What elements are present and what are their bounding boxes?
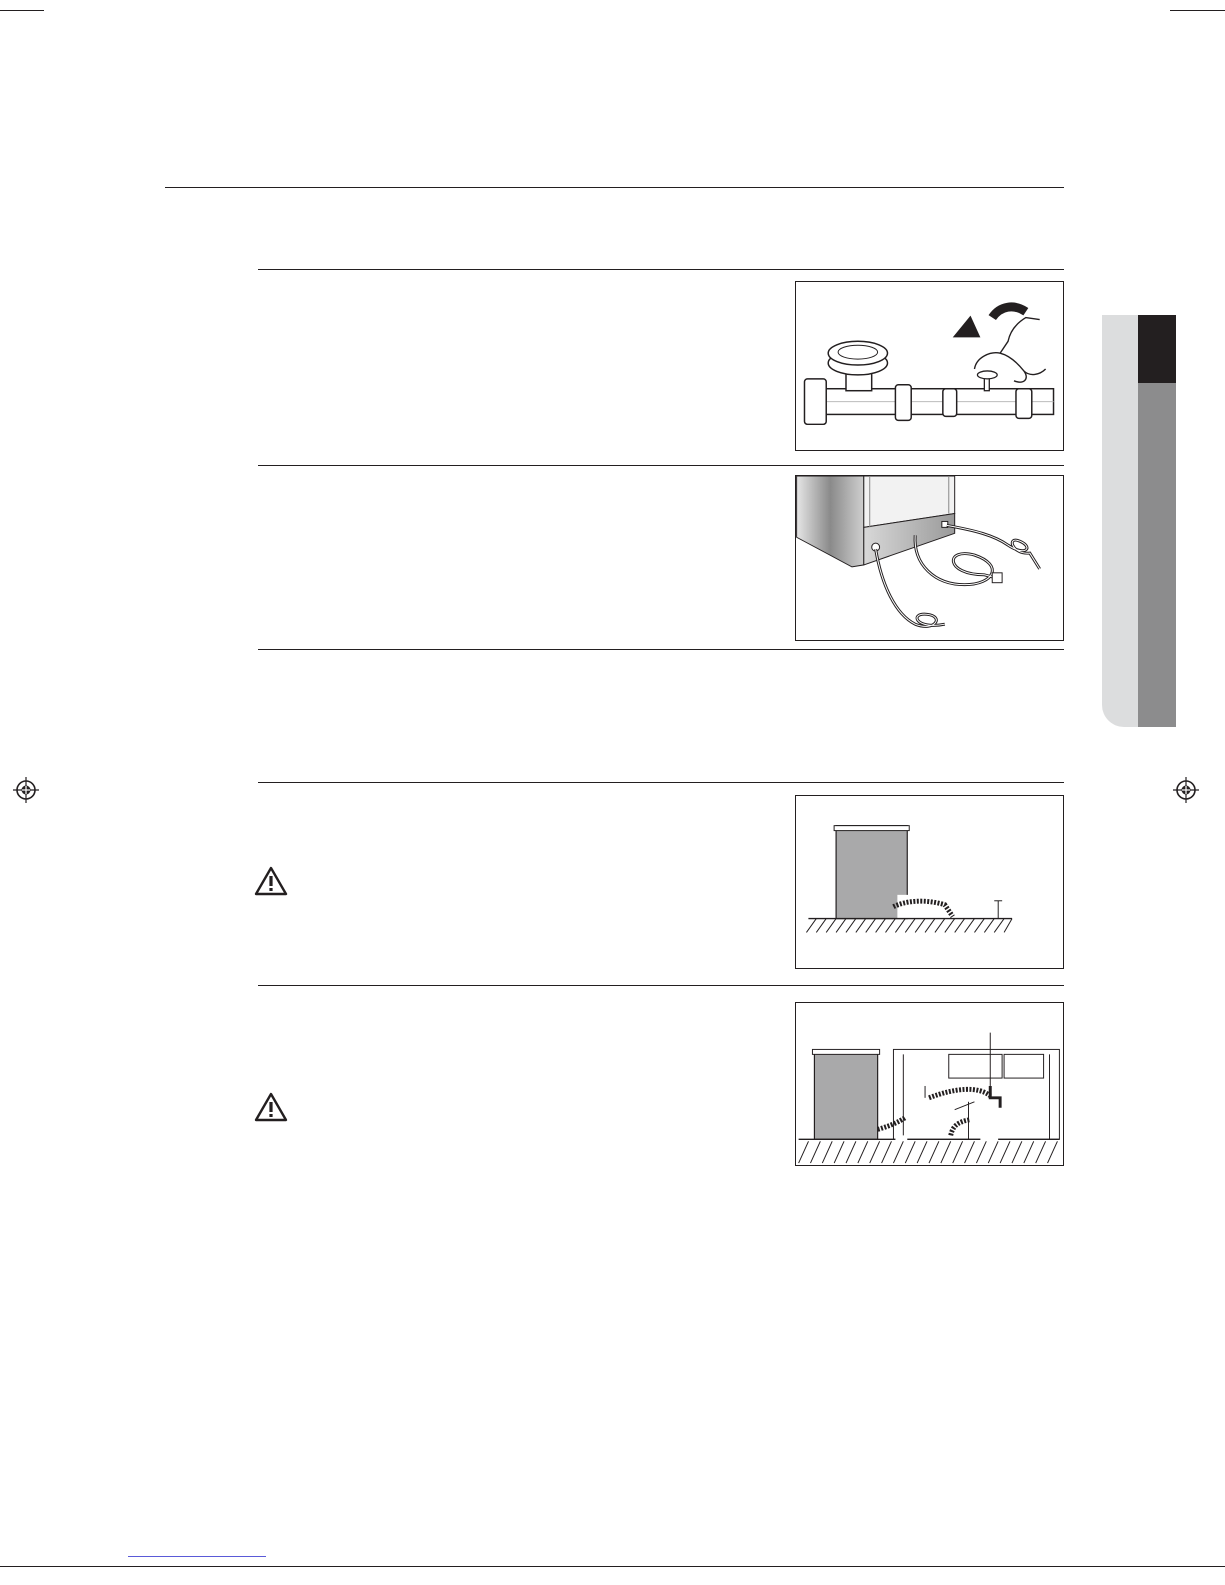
section-rule <box>258 985 1064 986</box>
crop-mark <box>0 1566 1225 1567</box>
section-rule <box>258 269 1064 270</box>
side-tab-current <box>1138 315 1176 383</box>
section-rule <box>258 782 1064 783</box>
crop-mark <box>1170 10 1225 11</box>
drain-sink-figure <box>795 1002 1064 1166</box>
crop-mark <box>128 1556 266 1557</box>
drain-floor-figure <box>795 795 1064 969</box>
registration-target-icon <box>12 776 40 804</box>
warning-icon <box>254 866 288 896</box>
chapter-rule <box>165 187 1064 188</box>
water-valve-figure <box>795 281 1064 451</box>
section-rule <box>258 465 1064 466</box>
side-tab-mid <box>1138 383 1176 727</box>
hoses-figure <box>795 475 1064 641</box>
registration-target-icon <box>1172 776 1200 804</box>
warning-icon <box>254 1092 288 1122</box>
section-rule <box>258 649 1064 650</box>
crop-mark <box>0 10 44 11</box>
side-tab-background <box>1102 315 1138 727</box>
